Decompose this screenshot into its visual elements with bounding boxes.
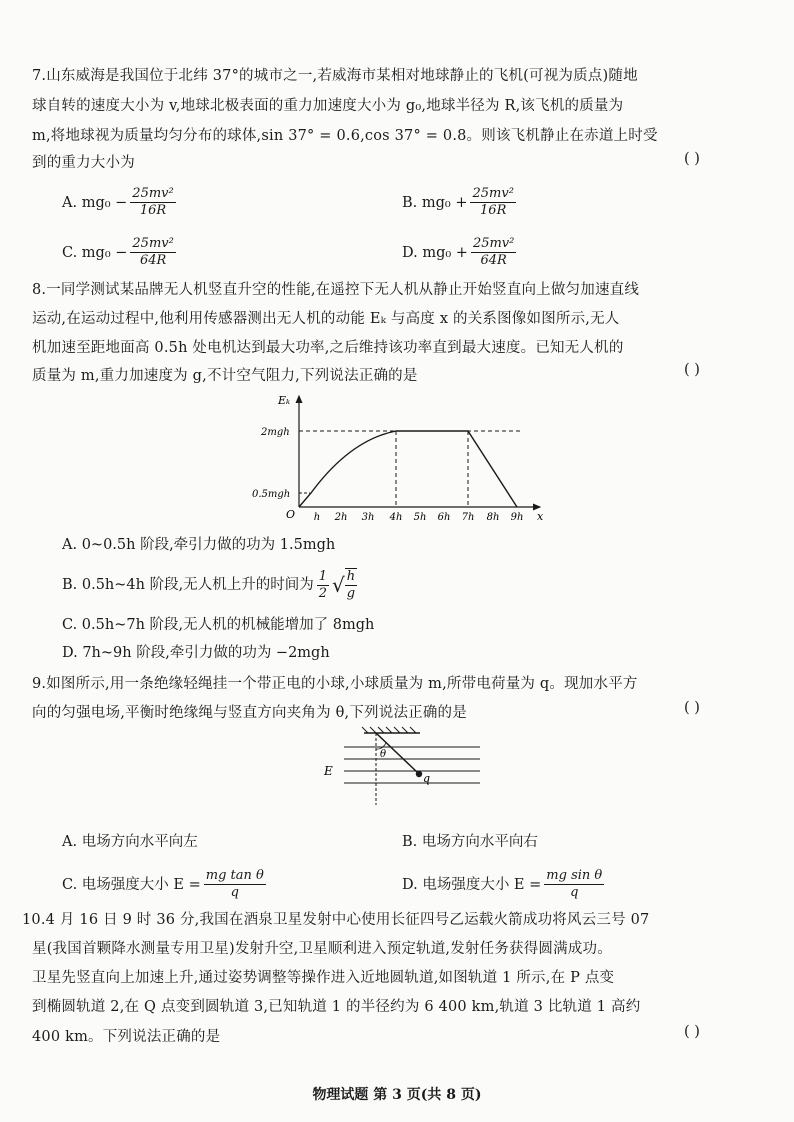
q8-line-1: 8.一同学测试某品牌无人机竖直升空的性能,在遥控下无人机从静止开始竖直向上做匀加速直线 — [32, 282, 640, 298]
q8-option-a: A. 0~0.5h 阶段,牵引力做的功为 1.5mgh — [62, 537, 336, 553]
q7-option-b: B. mg₀ + $\frac{\text{25mv²}}{16R}$ — [402, 186, 514, 218]
angle-label: θ — [380, 749, 387, 760]
x-tick-9h: 9h — [510, 512, 524, 523]
q10-line-5: 400 km。下列说法正确的是 — [32, 1029, 221, 1045]
q7-line-1: 7.山东威海是我国位于北纬 37°的城市之一,若威海市某相对地球静止的飞机(可视为质点)随地 — [32, 68, 638, 84]
x-axis-label: x — [537, 510, 544, 523]
q7-line-2: 球自转的速度大小为 v,地球北极表面的重力加速度大小为 g₀,地球半径为 R,该飞机的质量为 — [32, 98, 624, 114]
q10-line-3: 卫星先竖直向上加速上升,通过姿势调整等操作进入近地圆轨道,如图轨道 1 所示,在 P 点变 — [32, 970, 615, 986]
q7-line-3: m,将地球视为质量均匀分布的球体,sin 37° = 0.6,cos 37° = 0.8。则该飞机静止在赤道上时受 — [32, 128, 658, 144]
x-ticks — [314, 512, 524, 523]
x-tick-7h: 7h — [461, 512, 475, 523]
q7-option-d: D. mg₀ + $\frac{\text{25mv²}}{64R}$ — [402, 236, 515, 268]
y-tick-2mgh: 2mgh — [261, 427, 290, 438]
q7-option-a: A. mg₀ − $\frac{\text{25mv²}}{16R}$ — [62, 186, 174, 218]
charged-ball — [416, 771, 422, 777]
x-tick-8h: 8h — [486, 512, 500, 523]
q8-line-4: 质量为 m,重力加速度为 g,不计空气阻力,下列说法正确的是 — [32, 368, 418, 384]
ek-curve — [299, 431, 517, 507]
q10-line-1: 10.4 月 16 日 9 时 36 分,我国在酒泉卫星发射中心使用长征四号乙运载火箭成功将风云三号 07 — [22, 912, 650, 928]
q8-answer-paren: ( ) — [684, 362, 700, 378]
q9-option-d: D. 电场强度大小 E = $\frac{\text{mg sin θ}}{q}$ — [402, 868, 603, 900]
q10-line-4: 到椭圆轨道 2,在 Q 点变到圆轨道 3,已知轨道 1 的半径约为 6 400 km,轨道 3 比轨道 1 高约 — [32, 999, 641, 1015]
q8-line-2: 运动,在运动过程中,他利用传感器测出无人机的动能 Eₖ 与高度 x 的关系图像如图所示,无人 — [32, 311, 620, 327]
q9-option-a: A. 电场方向水平向左 — [62, 834, 198, 850]
q9-answer-paren: ( ) — [684, 700, 700, 716]
origin-label: O — [286, 508, 296, 521]
q9-pendulum-figure — [310, 725, 490, 810]
q8-option-b: B. 0.5h~4h 阶段,无人机上升的时间为 $\frac{1}{2}$ √ $\frac{h}{g}$ — [62, 568, 356, 601]
field-label: E — [324, 764, 333, 778]
q8-option-b-fraction: $\frac{1}{2}$ — [318, 568, 327, 601]
q9-line-2: 向的匀强电场,平衡时绝缘绳与竖直方向夹角为 θ,下列说法正确的是 — [32, 705, 467, 721]
q10-answer-paren: ( ) — [684, 1024, 700, 1040]
y-tick-0-5mgh: 0.5mgh — [252, 489, 291, 500]
q7-answer-paren: ( ) — [684, 151, 700, 167]
charge-label: q — [423, 772, 431, 785]
q7-option-c: C. mg₀ − $\frac{\text{25mv²}}{64R}$ — [62, 236, 174, 268]
q10-line-2: 星(我国首颗降水测量专用卫星)发射升空,卫星顺利进入预定轨道,发射任务获得圆满成功。 — [32, 941, 612, 957]
q8-line-3: 机加速至距地面高 0.5h 处电机达到最大功率,之后维持该功率直到最大速度。已知无人机的 — [32, 340, 624, 356]
q9-option-b: B. 电场方向水平向右 — [402, 834, 538, 850]
q7-line-4: 到的重力大小为 — [32, 155, 135, 171]
x-tick-2h: 2h — [334, 512, 348, 523]
page-footer: 物理试题 第 3 页(共 8 页) — [312, 1087, 482, 1103]
y-axis-label: Eₖ — [278, 394, 291, 407]
q9-line-1: 9.如图所示,用一条绝缘轻绳挂一个带正电的小球,小球质量为 m,所带电荷量为 q。现加水平方 — [32, 676, 638, 692]
x-tick-h: h — [313, 512, 321, 523]
q8-ek-x-graph — [250, 390, 550, 530]
q8-option-c: C. 0.5h~7h 阶段,无人机的机械能增加了 8mgh — [62, 617, 375, 633]
q9-option-c: C. 电场强度大小 E = $\frac{\text{mg tan θ}}{q}$ — [62, 868, 264, 900]
x-tick-6h: 6h — [437, 512, 451, 523]
x-tick-3h: 3h — [361, 512, 375, 523]
sqrt-icon: √ — [331, 573, 345, 597]
q8-option-d: D. 7h~9h 阶段,牵引力做的功为 −2mgh — [62, 645, 330, 661]
x-tick-5h: 5h — [413, 512, 427, 523]
x-tick-4h: 4h — [389, 512, 403, 523]
